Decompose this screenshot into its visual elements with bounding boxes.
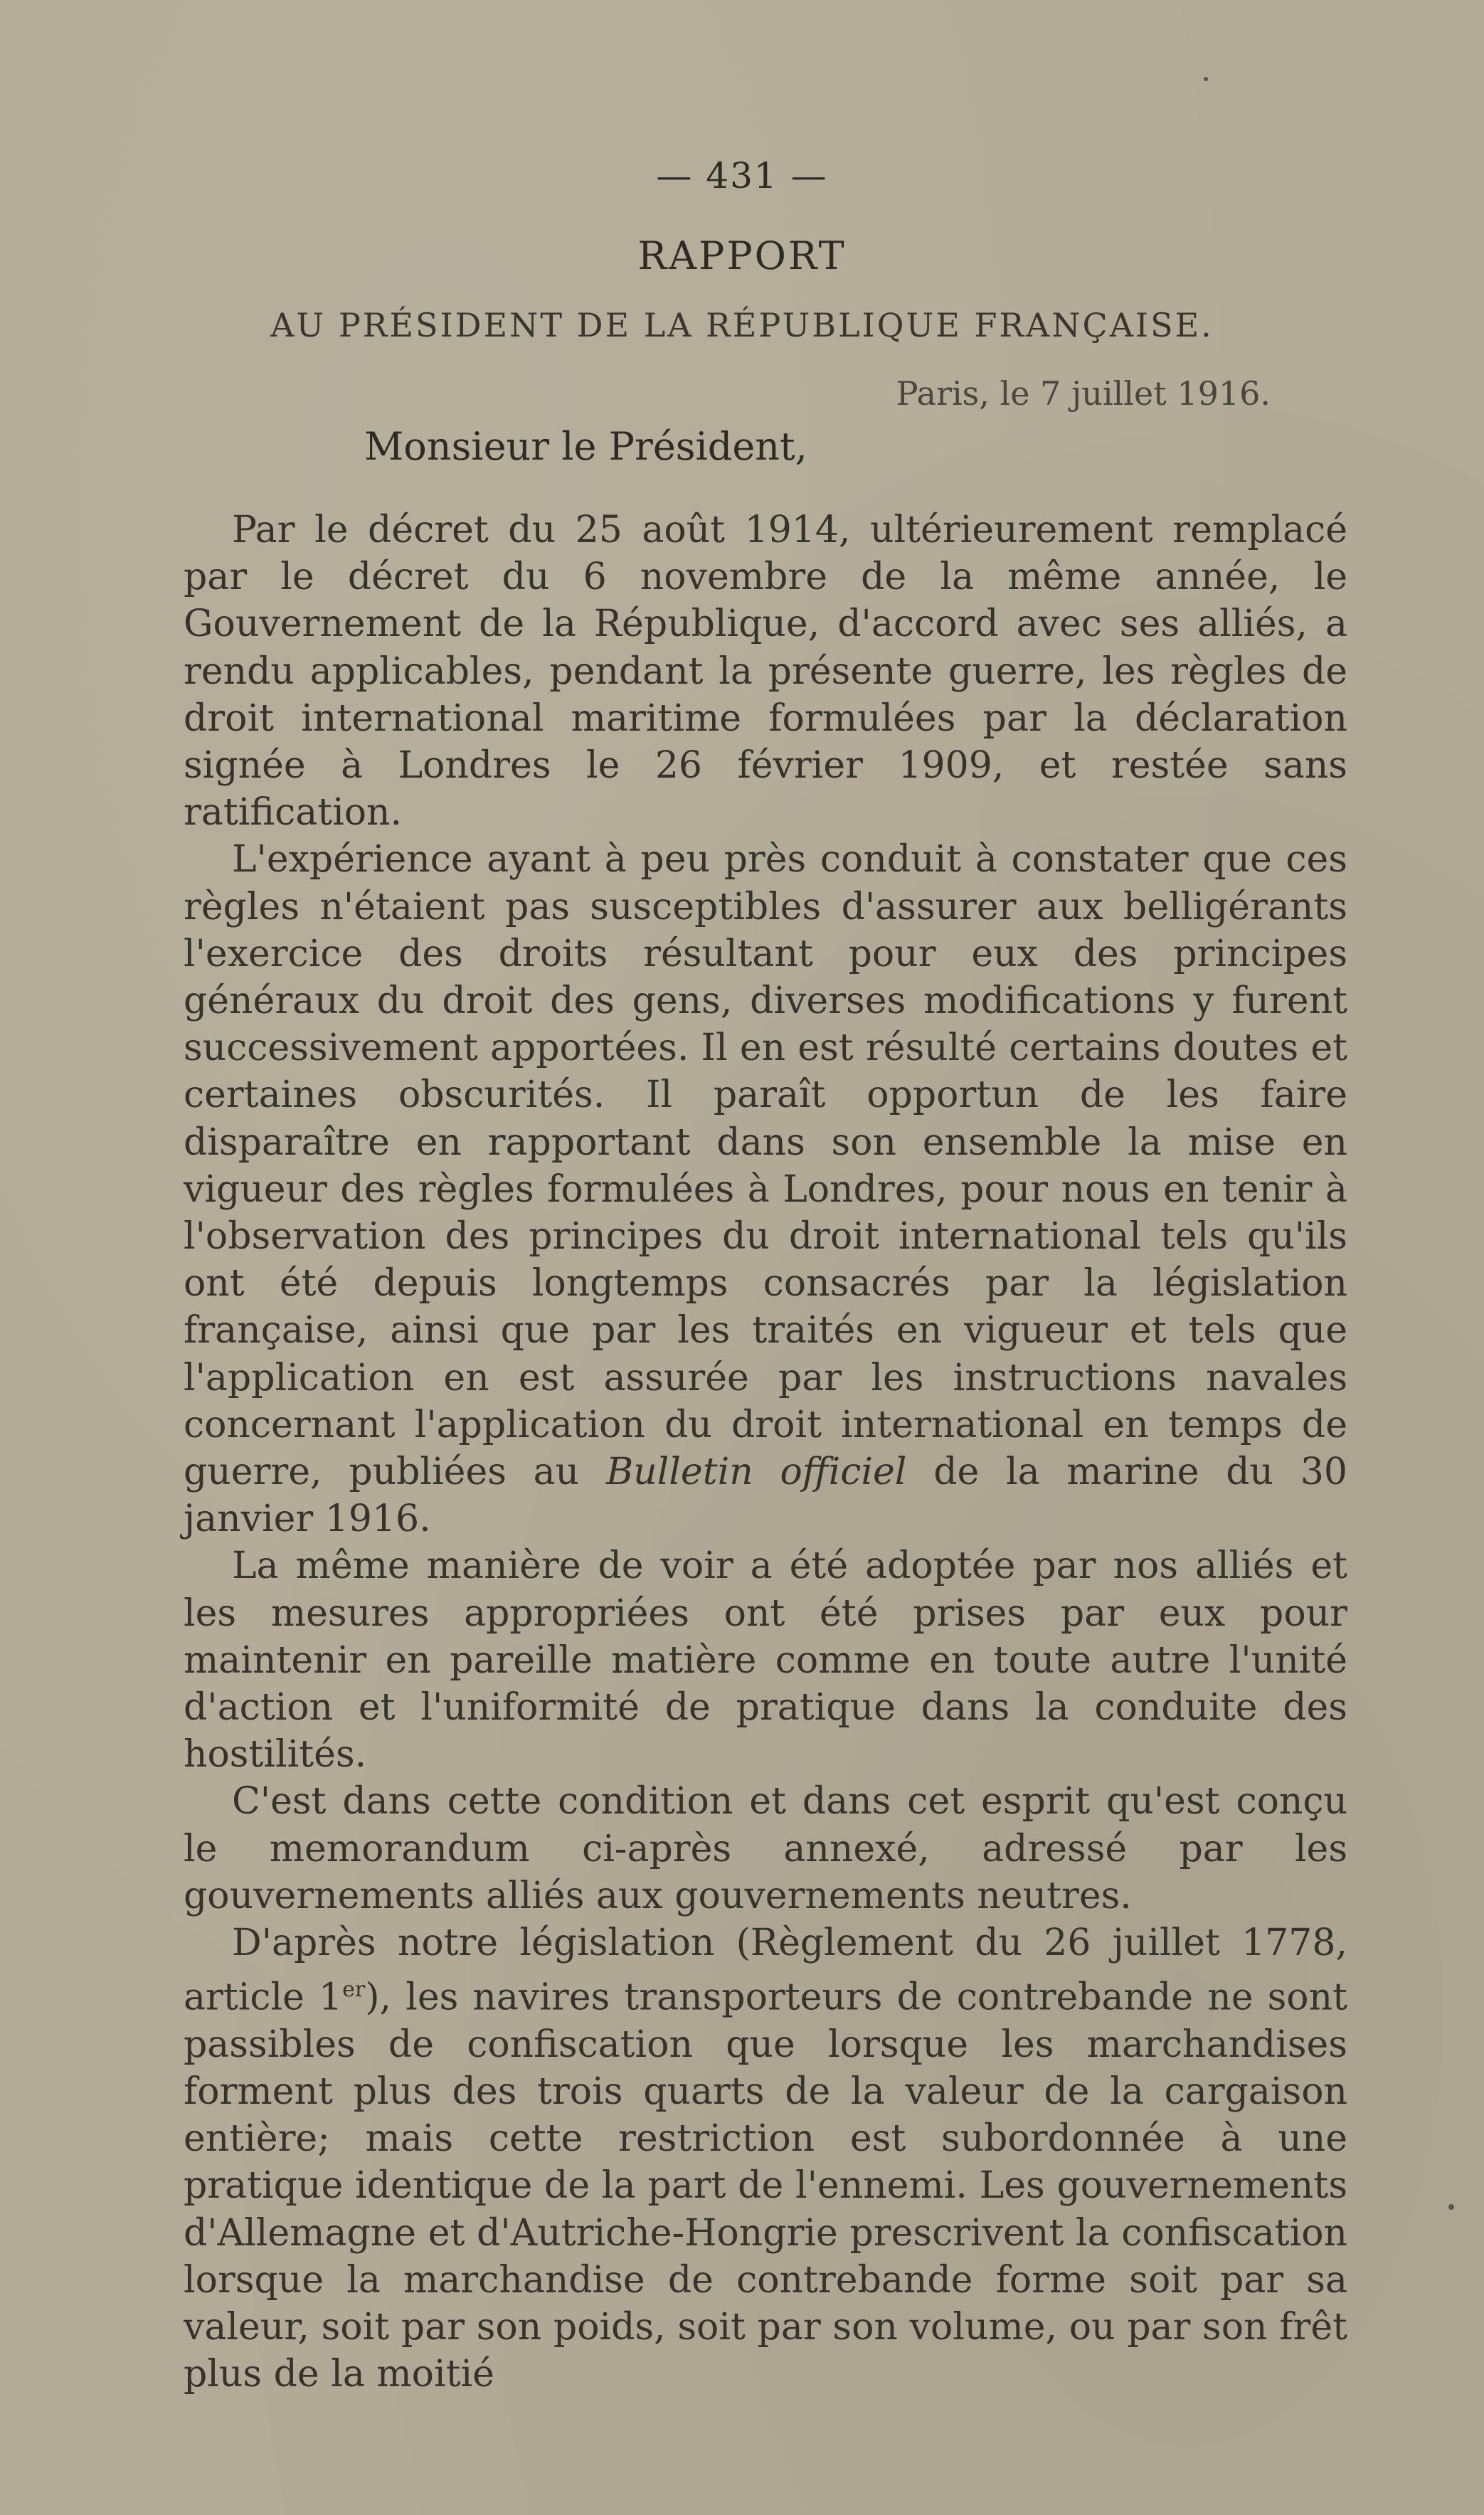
paragraph-4: C'est dans cette condition et dans cet esprit qu'est conçu le memorandum ci-après annexé, adressé par les gouvernements alliés aux gouvernements neutres.	[184, 1780, 1347, 1917]
paragraph-1: Par le décret du 25 août 1914, ultérieurement remplacé par le décret du 6 novembre de la même année, le Gouvernement de la République, d'accord avec ses alliés, a rendu applicables, pendant la présente guerre, les règles de droit international maritime formulées par la déclaration signée à Londres le 26 février 1909, et restée sans ratification.	[184, 509, 1347, 835]
paragraph-5	[184, 1920, 1347, 2398]
report-addressee: AU PRÉSIDENT DE LA RÉPUBLIQUE FRANÇAISE.	[270, 306, 1214, 344]
paragraph-2	[184, 836, 1347, 1542]
report-title: RAPPORT	[637, 233, 847, 278]
paragraph-2-text: L'expérience ayant à peu près conduit à constater que ces règles n'étaient pas susceptibles d'assurer aux belligérants l'exercice des droits résultant pour eux des principes généraux du droit des gens, diverses modifications y furent successivement apportées. Il en est résulté certains doutes et certaines obscurités. Il paraît opportun de les faire disparaître en rapportant dans son ensemble la mise en vigueur des règles formulées à Londres, pour nous en tenir à l'observation des principes du droit international tels qu'ils ont été depuis longtemps consacrés par la législation française, ainsi que par les traités en vigueur et tels que l'application en est assurée par les instructions navales concernant l'application du droit international en temps de guerre, publiées au	[184, 838, 1347, 1494]
paragraph-3: La même manière de voir a été adoptée par nos alliés et les mesures appropriées ont été prises par eux pour maintenir en pareille matière comme en toute autre l'unité d'action et l'uniformité de pratique dans la conduite des hostilités.	[184, 1545, 1347, 1777]
date-line: Paris, le 7 juillet 1916.	[896, 374, 1271, 413]
salutation: Monsieur le Président,	[364, 424, 807, 469]
bulletin-officiel-italic: Bulletin officiel	[605, 1451, 907, 1494]
paragraph-5-head: D'après notre législation (Règlement du 26 juillet 1778, article 1	[184, 1922, 1347, 2019]
paragraph-2-tail: de la marine du 30 janvier 1916.	[184, 1451, 1347, 1541]
paper-speck	[1204, 77, 1208, 81]
body-text	[184, 507, 1347, 2398]
paragraph-5-rest: ), les navires transporteurs de contrebande ne sont passibles de confiscation que lorsque les marchandises forment plus des trois quarts de la valeur de la cargaison entière; mais cette restriction est subordonnée à une pratique identique de la part de l'ennemi. Les gouvernements d'Allemagne et d'Autriche-Hongrie prescrivent la confiscation lorsque la marchandise de contrebande forme soit par sa valeur, soit par son poids, soit par son volume, ou par son frêt plus de la moitié	[184, 1976, 1347, 2396]
superscript-er: er	[342, 1977, 366, 2003]
page-number: — 431 —	[656, 155, 828, 196]
paper-speck	[1448, 2204, 1454, 2210]
